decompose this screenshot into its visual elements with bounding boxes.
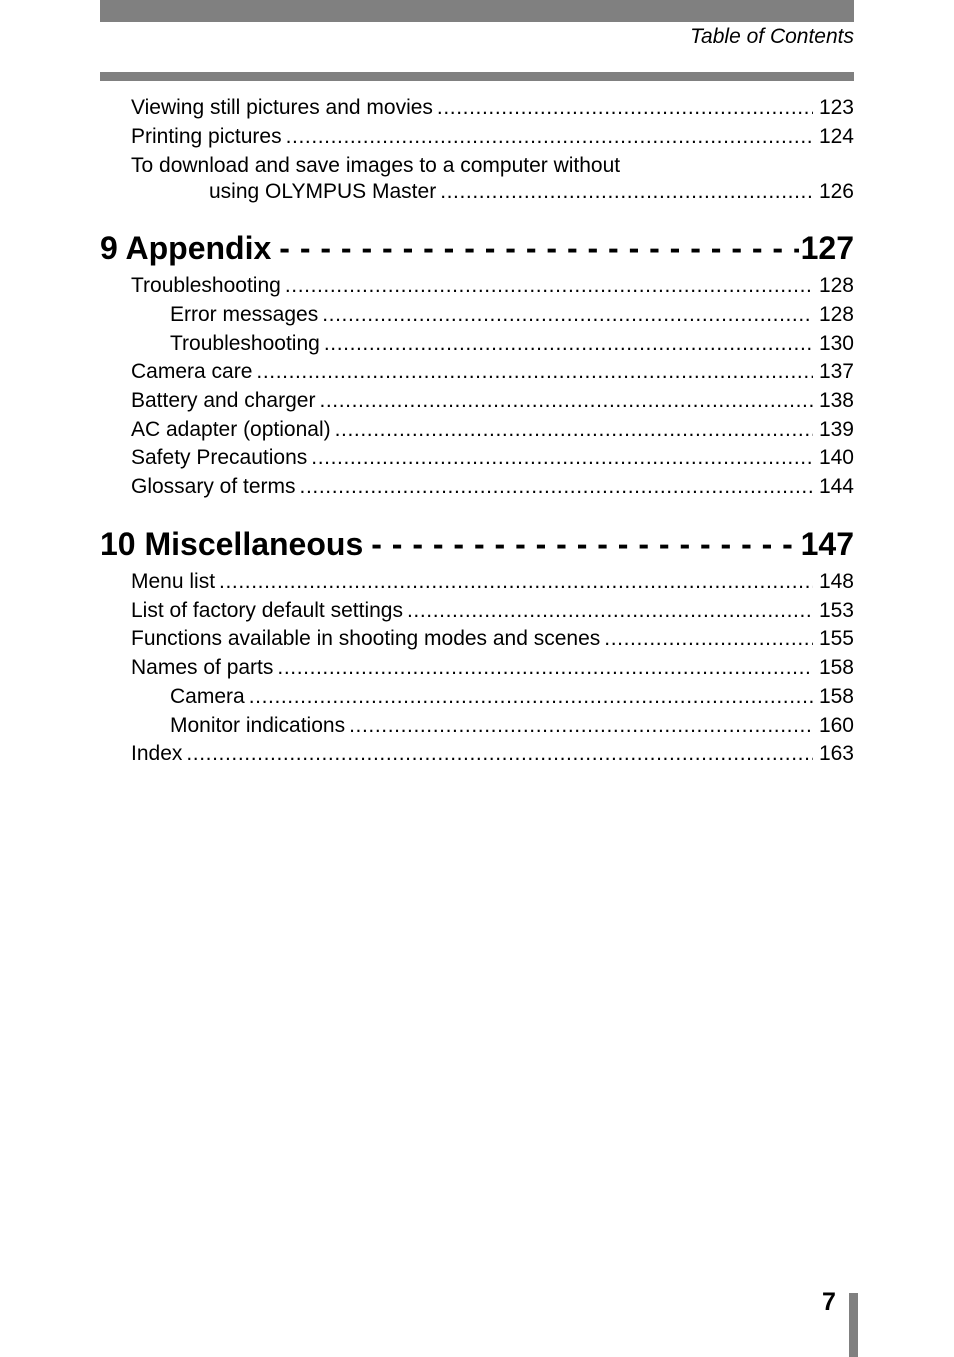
toc-entry-title: Glossary of terms — [131, 475, 296, 498]
toc-entry-page: 128 — [818, 303, 854, 326]
toc-entry-page: 153 — [818, 599, 854, 622]
toc-entry-title: Camera — [170, 685, 245, 708]
toc-entry-page: 128 — [818, 274, 854, 297]
toc-entry-title: Functions available in shooting modes and scenes — [131, 627, 601, 650]
toc-entry-page: 123 — [818, 96, 854, 119]
toc-entry-page: 144 — [818, 475, 854, 498]
toc-leader — [249, 684, 813, 710]
toc-entry-title: Safety Precautions — [131, 446, 308, 469]
toc-leader — [219, 569, 813, 595]
toc-entry-title: AC adapter (optional) — [131, 418, 331, 441]
toc-entry-title: Troubleshooting — [170, 332, 320, 355]
toc-leader — [285, 273, 813, 299]
toc-entry-page: 138 — [818, 389, 854, 412]
toc-entry-page: 148 — [818, 570, 854, 593]
toc-entry-page: 124 — [818, 125, 854, 148]
toc-entry-title: Index — [131, 742, 183, 765]
toc-leader — [319, 388, 813, 414]
toc-leader — [300, 474, 813, 500]
toc-leader — [322, 302, 813, 328]
toc-leader — [407, 598, 813, 624]
chapter-dash-leader — [371, 524, 798, 564]
toc-entry[interactable] — [131, 417, 854, 443]
toc-entry-page: 160 — [818, 714, 854, 737]
toc-entry-page: 130 — [818, 332, 854, 355]
page-header-title: Table of Contents — [690, 25, 854, 48]
chapter-heading-appendix[interactable] — [100, 228, 854, 268]
toc-entry[interactable] — [131, 388, 854, 414]
toc-entry-page: 139 — [818, 418, 854, 441]
toc-leader — [186, 741, 813, 767]
toc-entry-page: 126 — [818, 180, 854, 203]
page-number: 7 — [822, 1288, 836, 1316]
toc-entry[interactable] — [131, 655, 854, 681]
toc-entry-page: 137 — [818, 360, 854, 383]
toc-entry[interactable] — [131, 273, 854, 299]
toc-entry[interactable] — [131, 569, 854, 595]
toc-entry[interactable] — [131, 445, 854, 471]
toc-leader — [437, 95, 813, 121]
toc-entry-title-line2: using OLYMPUS Master — [209, 180, 437, 203]
toc-entry-title: Camera care — [131, 360, 253, 383]
toc-entry-page: 163 — [818, 742, 854, 765]
toc-entry[interactable] — [131, 474, 854, 500]
toc-entry-page: 158 — [818, 685, 854, 708]
toc-entry[interactable] — [131, 626, 854, 652]
toc-entry-title: Troubleshooting — [131, 274, 281, 297]
toc-leader — [277, 655, 813, 681]
toc-leader — [349, 713, 813, 739]
toc-entry-title-line1[interactable]: To download and save images to a computer without — [131, 154, 621, 177]
toc-entry-title: List of factory default settings — [131, 599, 403, 622]
toc-subentry[interactable] — [170, 713, 854, 739]
chapter-dash-leader — [279, 228, 798, 268]
toc-entry-title: Error messages — [170, 303, 319, 326]
toc-entry-title: Printing pictures — [131, 125, 282, 148]
toc-entry[interactable] — [131, 359, 854, 385]
toc-leader — [440, 179, 813, 205]
chapter-title: 9 Appendix — [100, 230, 272, 266]
toc-entry-page: 155 — [818, 627, 854, 650]
toc-entry[interactable] — [209, 179, 854, 205]
toc-leader — [256, 359, 813, 385]
chapter-heading-miscellaneous[interactable] — [100, 524, 854, 564]
toc-entry[interactable] — [131, 741, 854, 767]
toc-entry-page: 158 — [818, 656, 854, 679]
chapter-title: 10 Miscellaneous — [100, 526, 364, 562]
toc-entry-title: Battery and charger — [131, 389, 316, 412]
toc-leader — [604, 626, 813, 652]
toc-entry-title: Viewing still pictures and movies — [131, 96, 433, 119]
toc-leader — [286, 124, 813, 150]
toc-entry-title: Monitor indications — [170, 714, 346, 737]
chapter-page: 147 — [800, 526, 854, 562]
toc-entry[interactable] — [131, 124, 854, 150]
toc-entry-page: 140 — [818, 446, 854, 469]
toc-subentry[interactable] — [170, 302, 854, 328]
toc-entry-title: Names of parts — [131, 656, 274, 679]
toc-leader — [324, 331, 813, 357]
header-top-bar — [100, 0, 854, 22]
toc-subentry[interactable] — [170, 684, 854, 710]
page-edge-marker — [849, 1293, 858, 1357]
toc-entry[interactable] — [131, 95, 854, 121]
toc-entry-title: Menu list — [131, 570, 216, 593]
header-rule — [100, 72, 854, 81]
toc-leader — [335, 417, 813, 443]
toc-leader — [311, 445, 813, 471]
toc-entry[interactable] — [131, 598, 854, 624]
chapter-page: 127 — [800, 230, 854, 266]
toc-subentry[interactable] — [170, 331, 854, 357]
